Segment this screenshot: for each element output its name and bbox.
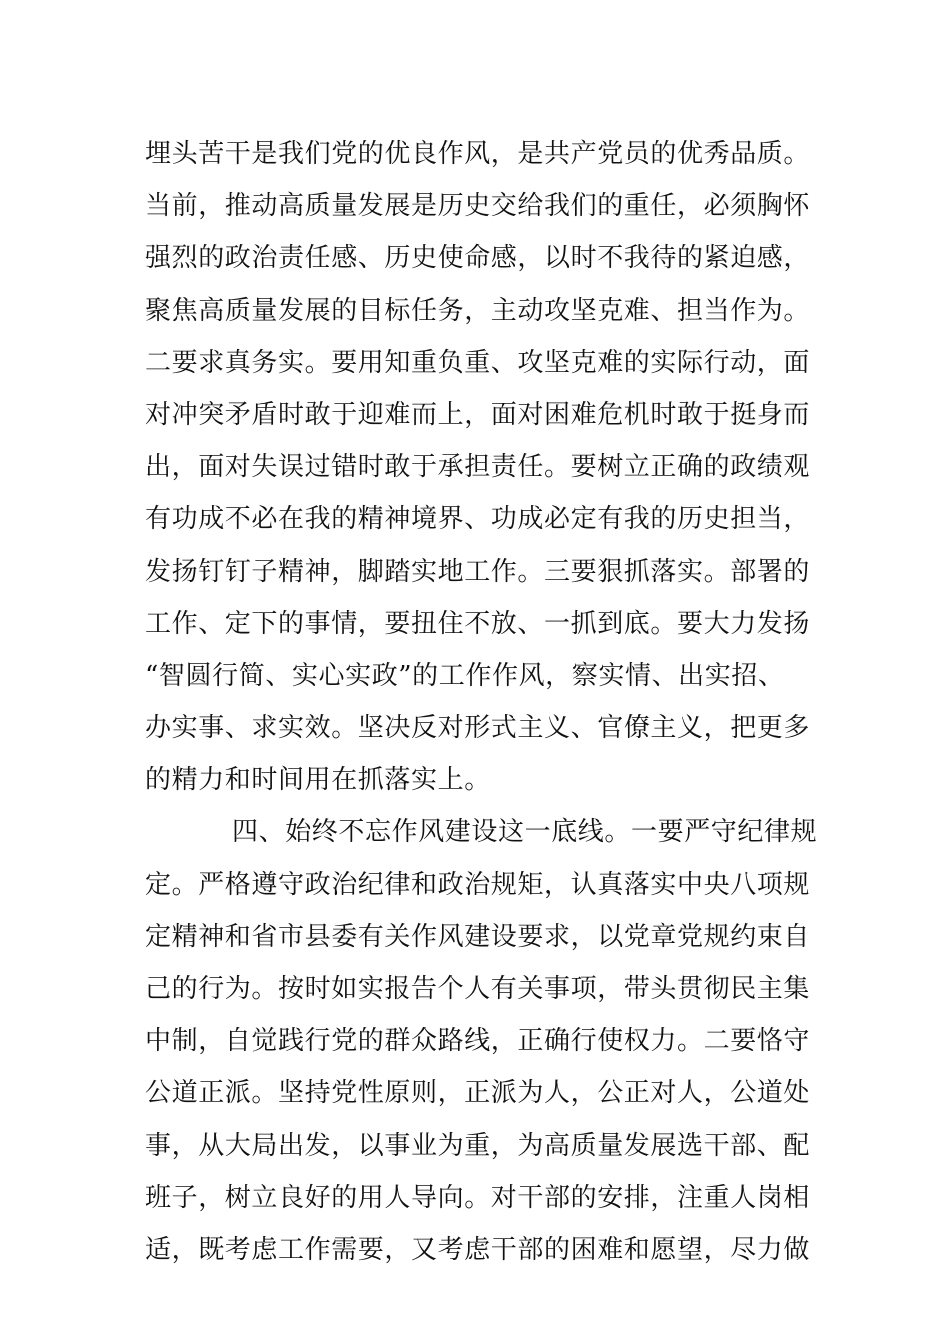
paragraph-continuation	[145, 128, 815, 806]
text-line: 聚焦高质量发展的目标任务，主动攻坚克难、担当作为。	[145, 295, 811, 326]
text-line: 发扬钉钉子精神，脚踏实地工作。三要狠抓落实。部署的	[145, 556, 811, 587]
document-body	[145, 128, 818, 1276]
text-line: 的精力和时间用在抓落实上。	[145, 765, 491, 796]
text-line: 己的行为。按时如实报告个人有关事项，带头贯彻民主集	[145, 974, 811, 1004]
text-line: 强烈的政治责任感、历史使命感，以时不我待的紧迫感，	[145, 243, 811, 274]
text-line: 适，既考虑工作需要，又考虑干部的困难和愿望，尽力做	[145, 1234, 811, 1265]
text-line: 定。严格遵守政治纪律和政治规矩，认真落实中央八项规	[145, 869, 811, 900]
text-line: 对冲突矛盾时敢于迎难而上，面对困难危机时敢于挺身而	[145, 399, 811, 430]
text-line: 事，从大局出发，以事业为重，为高质量发展选干部、配	[145, 1130, 811, 1161]
text-line: 公道正派。坚持党性原则，正派为人，公正对人，公道处	[145, 1078, 811, 1109]
text-line: “智圆行简、实心实政”的工作作风，察实情、出实招、	[145, 660, 785, 691]
text-line: 埋头苦干是我们党的优良作风，是共产党员的优秀品质。	[145, 139, 811, 169]
text-line: 有功成不必在我的精神境界、功成必定有我的历史担当，	[145, 504, 811, 535]
text-line: 班子，树立良好的用人导向。对干部的安排，注重人岗相	[145, 1182, 811, 1213]
text-line: 二要求真务实。要用知重负重、攻坚克难的实际行动，面	[145, 347, 811, 378]
text-line: 中制，自觉践行党的群众路线，正确行使权力。二要恪守	[145, 1026, 811, 1057]
text-line: 当前，推动高质量发展是历史交给我们的重任，必须胸怀	[145, 191, 811, 222]
text-line: 办实事、求实效。坚决反对形式主义、官僚主义，把更多	[145, 713, 811, 744]
text-line: 出，面对失误过错时敢于承担责任。要树立正确的政绩观	[145, 452, 811, 483]
text-line: 定精神和省市县委有关作风建设要求，以党章党规约束自	[145, 921, 811, 952]
paragraph-section-four	[145, 806, 818, 1276]
section-heading-line: 四、始终不忘作风建设这一底线。一要严守纪律规	[232, 817, 818, 848]
text-line: 工作、定下的事情，要扭住不放、一抓到底。要大力发扬	[145, 608, 811, 639]
